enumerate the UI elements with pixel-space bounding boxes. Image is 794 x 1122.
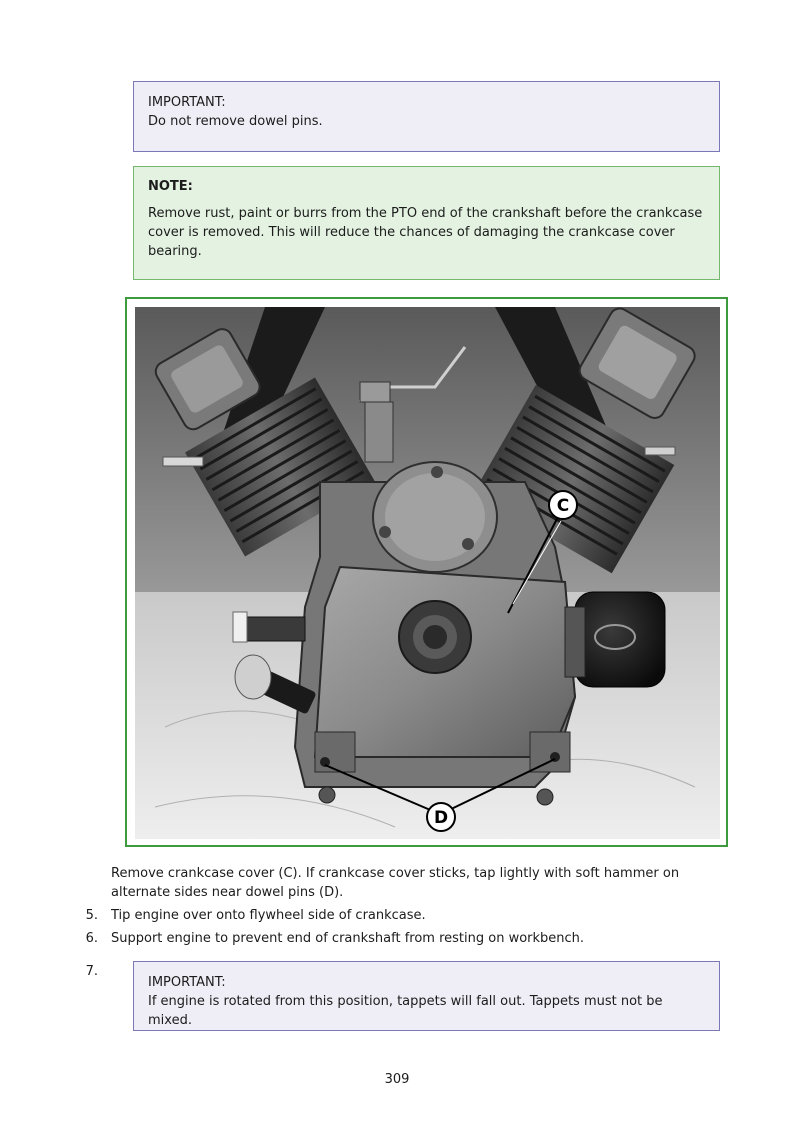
important-heading: IMPORTANT: (148, 95, 226, 110)
svg-text:C: C (556, 496, 570, 516)
step-caption: Remove crankcase cover (C). If crankcase cover sticks, tap lightly with soft hammer on alternate sides near dowel pins (D). (111, 866, 680, 900)
important-heading: IMPORTANT: (148, 975, 226, 990)
oil-filter (565, 592, 665, 687)
engine-figure (125, 297, 728, 847)
engine-photo (135, 307, 720, 839)
callout-c (549, 491, 577, 519)
svg-text:D: D (433, 808, 449, 828)
important-body: If engine is rotated from this position, tappets will fall out. Tappets must not be mixed. (148, 994, 663, 1028)
step-number: 5. (85, 908, 98, 923)
important-callout (133, 81, 720, 152)
page-number: 309 (384, 1072, 410, 1087)
important-body: Do not remove dowel pins. (148, 114, 323, 129)
note-heading: NOTE: (148, 179, 193, 194)
callout-d (427, 803, 455, 831)
step-number: 6. (85, 931, 98, 946)
step-text: Support engine to prevent end of crankshaft from resting on workbench. (111, 931, 585, 946)
note-callout (133, 166, 720, 280)
note-body: Remove rust, paint or burrs from the PTO end of the crankshaft before the crankcase cover is removed. This will reduce the chances of damaging the crankcase cover bearing. (148, 206, 703, 259)
step-text: Tip engine over onto flywheel side of crankcase. (111, 908, 426, 923)
step-number: 7. (85, 964, 98, 979)
important-callout (133, 961, 720, 1031)
